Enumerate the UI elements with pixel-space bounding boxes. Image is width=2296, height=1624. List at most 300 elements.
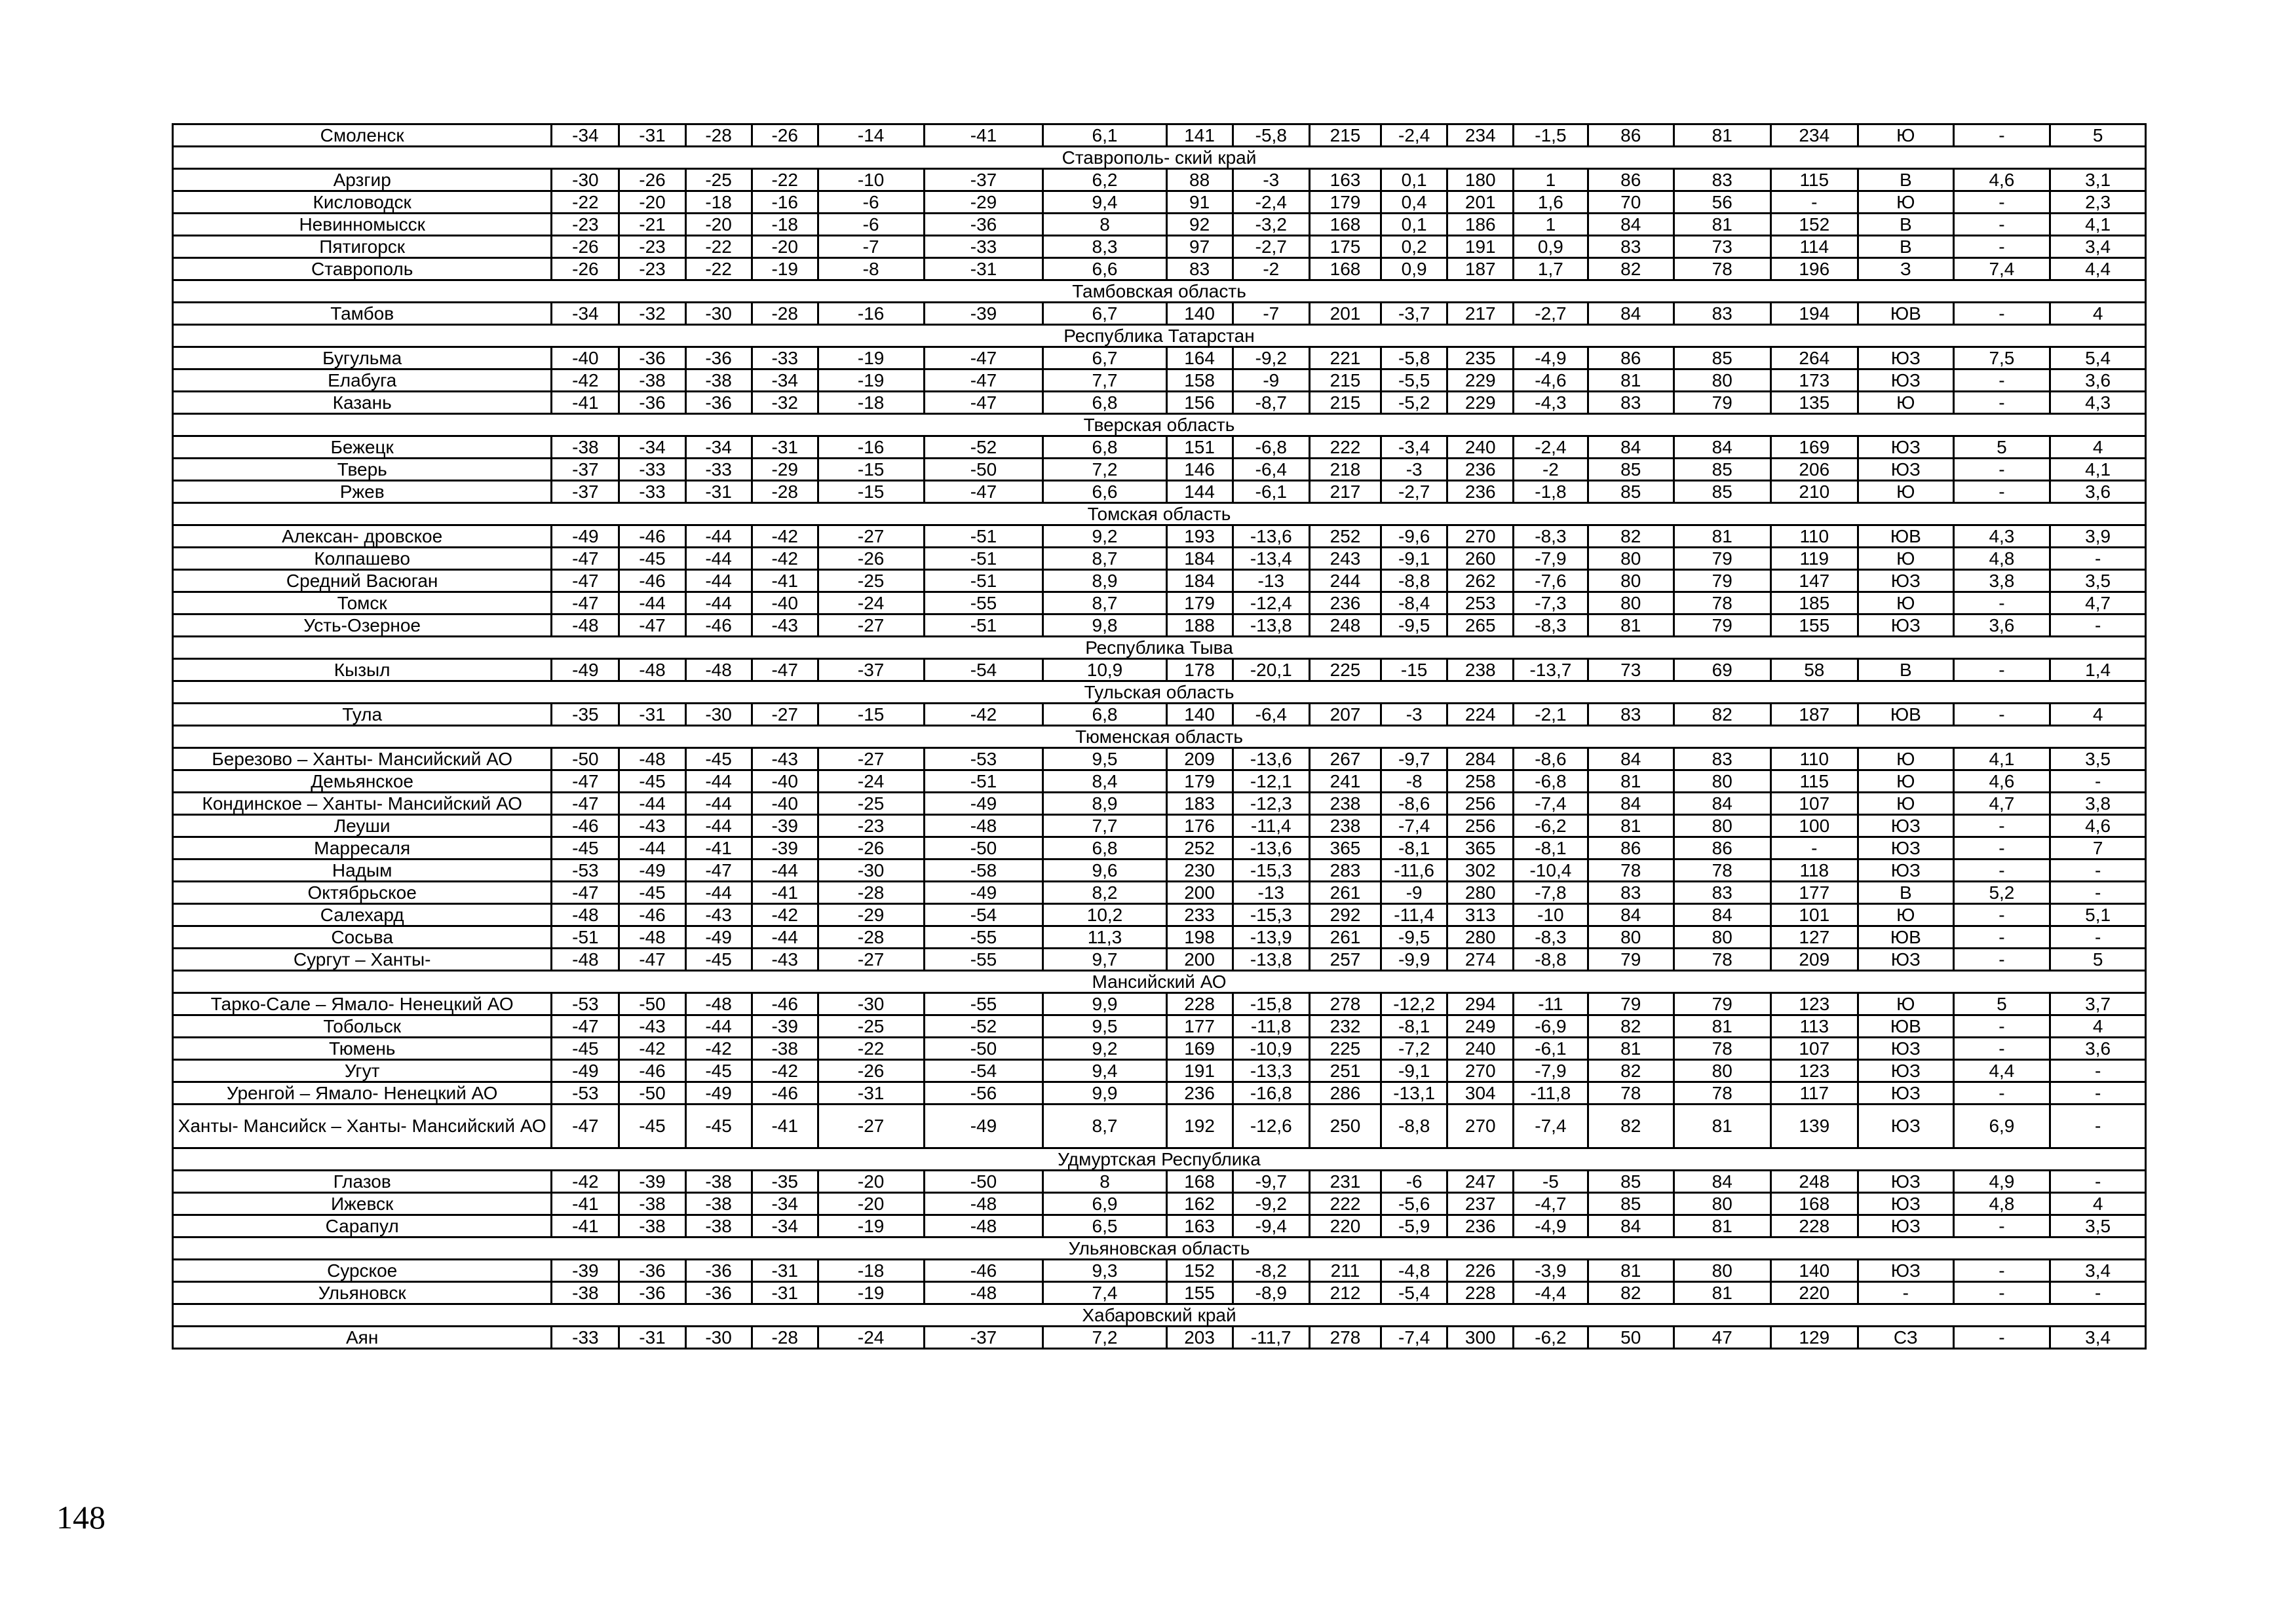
table-cell: 292 [1309, 904, 1381, 926]
table-cell: 81 [1674, 1282, 1770, 1304]
table-cell: 3,5 [2050, 570, 2146, 592]
table-cell: 151 [1166, 436, 1233, 459]
table-cell: -25 [818, 1015, 924, 1038]
table-cell: 84 [1588, 793, 1674, 815]
table-cell: 206 [1770, 459, 1858, 481]
table-cell: 3,7 [2050, 993, 2146, 1015]
table-cell: 119 [1770, 548, 1858, 570]
table-cell: -16 [818, 436, 924, 459]
table-row [173, 1060, 2146, 1082]
table-cell: 237 [1447, 1193, 1514, 1215]
table-cell: 6,5 [1043, 1215, 1166, 1237]
city-name-cell: Уренгой – Ямало- Ненецкий АО [173, 1082, 552, 1105]
city-name-cell: Ханты- Мансийск – Ханты- Мансийский АО [173, 1105, 552, 1148]
table-cell: 267 [1309, 748, 1381, 770]
table-cell: -15 [818, 459, 924, 481]
table-cell: -37 [552, 459, 619, 481]
table-cell: -26 [818, 837, 924, 859]
table-cell: -38 [685, 1215, 752, 1237]
table-cell: -20 [685, 214, 752, 236]
table-cell: -40 [752, 770, 818, 793]
table-cell: 9,2 [1043, 525, 1166, 548]
table-cell: -26 [552, 258, 619, 280]
table-cell: -31 [752, 436, 818, 459]
table-cell: ЮВ [1858, 926, 1954, 949]
table-cell: 83 [1588, 704, 1674, 726]
table-cell: - [1953, 1082, 2050, 1105]
table-row [173, 459, 2146, 481]
table-cell: 3,8 [2050, 793, 2146, 815]
table-cell: 10,2 [1043, 904, 1166, 926]
table-cell: 5,1 [2050, 904, 2146, 926]
city-name-cell: Смоленск [173, 124, 552, 147]
table-cell: 4,7 [1953, 793, 2050, 815]
table-cell: -51 [924, 525, 1043, 548]
table-cell: 180 [1447, 169, 1514, 191]
table-cell: 139 [1770, 1105, 1858, 1148]
table-cell: 234 [1770, 124, 1858, 147]
table-cell: 302 [1447, 859, 1514, 882]
table-cell: -39 [752, 1015, 818, 1038]
region-header: Удмуртская Республика [173, 1148, 2146, 1171]
table-cell: 117 [1770, 1082, 1858, 1105]
table-cell: 163 [1309, 169, 1381, 191]
table-cell: 83 [1674, 882, 1770, 904]
table-cell: 83 [1674, 748, 1770, 770]
table-cell: -51 [924, 570, 1043, 592]
table-cell: -27 [818, 949, 924, 971]
table-cell: 80 [1588, 570, 1674, 592]
table-cell: 78 [1674, 1082, 1770, 1105]
table-cell: 257 [1309, 949, 1381, 971]
table-cell: В [1858, 659, 1954, 681]
table-cell: -23 [619, 258, 685, 280]
table-cell: 294 [1447, 993, 1514, 1015]
table-cell: -2,7 [1514, 303, 1588, 325]
table-cell: -7 [818, 236, 924, 258]
table-cell: -12,6 [1233, 1105, 1309, 1148]
table-cell: 82 [1588, 1060, 1674, 1082]
city-name-cell: Алексан- дровское [173, 525, 552, 548]
table-cell: 91 [1166, 191, 1233, 214]
table-cell: -30 [685, 303, 752, 325]
table-cell: 10,9 [1043, 659, 1166, 681]
table-cell: -9 [1381, 882, 1447, 904]
table-cell: 179 [1166, 770, 1233, 793]
table-cell: 229 [1447, 392, 1514, 414]
table-cell: В [1858, 882, 1954, 904]
table-cell: -2,7 [1233, 236, 1309, 258]
table-cell: - [1953, 904, 2050, 926]
region-header: Тверская область [173, 414, 2146, 436]
table-cell: ЮЗ [1858, 459, 1954, 481]
table-cell: 247 [1447, 1171, 1514, 1193]
table-cell: В [1858, 236, 1954, 258]
table-cell: 85 [1674, 347, 1770, 369]
table-cell: -46 [752, 1082, 818, 1105]
table-cell: 0,1 [1381, 169, 1447, 191]
table-cell: -38 [619, 369, 685, 392]
region-header-row [173, 147, 2146, 169]
table-cell: -7,4 [1514, 1105, 1588, 1148]
table-row [173, 859, 2146, 882]
table-row [173, 1105, 2146, 1148]
table-cell: - [2050, 1082, 2146, 1105]
table-cell: -9,5 [1381, 926, 1447, 949]
table-cell: 262 [1447, 570, 1514, 592]
table-cell: -32 [752, 392, 818, 414]
table-cell: 4,4 [2050, 258, 2146, 280]
table-cell: -15 [818, 704, 924, 726]
table-cell: -6,4 [1233, 459, 1309, 481]
table-cell: -48 [619, 659, 685, 681]
city-name-cell: Угут [173, 1060, 552, 1082]
table-cell: 221 [1309, 347, 1381, 369]
table-cell: -4,7 [1514, 1193, 1588, 1215]
table-cell: -9,1 [1381, 1060, 1447, 1082]
table-cell: 9,7 [1043, 949, 1166, 971]
city-name-cell: Салехард [173, 904, 552, 926]
table-cell: 5 [2050, 124, 2146, 147]
region-header-row [173, 681, 2146, 704]
table-cell: -34 [685, 436, 752, 459]
city-name-cell: Сурское [173, 1260, 552, 1282]
table-cell: 212 [1309, 1282, 1381, 1304]
table-cell: 83 [1674, 303, 1770, 325]
table-cell: -48 [685, 659, 752, 681]
table-cell: 240 [1447, 436, 1514, 459]
table-cell: 220 [1770, 1282, 1858, 1304]
table-cell: 1,4 [2050, 659, 2146, 681]
table-cell: 6,6 [1043, 258, 1166, 280]
table-cell: -11,4 [1233, 815, 1309, 837]
table-cell: 83 [1588, 236, 1674, 258]
table-cell: 80 [1674, 926, 1770, 949]
table-cell: 4,4 [1953, 1060, 2050, 1082]
table-cell: 164 [1166, 347, 1233, 369]
table-cell: -10,9 [1233, 1038, 1309, 1060]
city-name-cell: Тарко-Сале – Ямало- Ненецкий АО [173, 993, 552, 1015]
table-cell: 79 [1674, 392, 1770, 414]
table-cell: 226 [1447, 1260, 1514, 1282]
table-cell: -34 [752, 1193, 818, 1215]
table-cell: 184 [1166, 570, 1233, 592]
table-cell: 215 [1309, 124, 1381, 147]
table-cell: -7,9 [1514, 548, 1588, 570]
table-cell: 191 [1166, 1060, 1233, 1082]
table-cell: 83 [1588, 882, 1674, 904]
table-cell: 210 [1770, 481, 1858, 503]
table-cell: ЮЗ [1858, 1038, 1954, 1060]
table-cell: -7,4 [1381, 1327, 1447, 1349]
region-header-row [173, 637, 2146, 659]
table-cell: -56 [924, 1082, 1043, 1105]
table-cell: 84 [1588, 436, 1674, 459]
table-cell: 280 [1447, 926, 1514, 949]
table-cell: -50 [619, 993, 685, 1015]
table-cell: -54 [924, 1060, 1043, 1082]
table-cell: -29 [818, 904, 924, 926]
city-name-cell: Тула [173, 704, 552, 726]
table-cell: -28 [818, 926, 924, 949]
table-cell: 236 [1309, 592, 1381, 614]
table-cell: 265 [1447, 614, 1514, 637]
table-cell: -27 [818, 525, 924, 548]
table-cell: 0,2 [1381, 236, 1447, 258]
table-cell: 238 [1447, 659, 1514, 681]
table-cell: 110 [1770, 748, 1858, 770]
table-cell: ЮЗ [1858, 837, 1954, 859]
table-cell: ЮЗ [1858, 1105, 1954, 1148]
table-cell: -11,8 [1514, 1082, 1588, 1105]
table-cell: -8,8 [1381, 1105, 1447, 1148]
table-cell: 4,1 [2050, 214, 2146, 236]
table-cell: 177 [1166, 1015, 1233, 1038]
table-cell: -45 [685, 949, 752, 971]
table-cell: 79 [1674, 570, 1770, 592]
table-cell: 215 [1309, 392, 1381, 414]
table-cell: -14 [818, 124, 924, 147]
table-cell: 222 [1309, 436, 1381, 459]
table-cell: -51 [552, 926, 619, 949]
table-cell: - [1953, 191, 2050, 214]
table-cell: -27 [818, 1105, 924, 1148]
table-cell: 80 [1674, 1260, 1770, 1282]
table-cell: 85 [1674, 481, 1770, 503]
table-cell: 79 [1588, 993, 1674, 1015]
table-cell: -42 [752, 1060, 818, 1082]
table-row [173, 124, 2146, 147]
table-cell: -41 [552, 1215, 619, 1237]
table-cell: 0,9 [1381, 258, 1447, 280]
table-cell: -9,7 [1233, 1171, 1309, 1193]
table-cell: 313 [1447, 904, 1514, 926]
city-name-cell: Тамбов [173, 303, 552, 325]
table-cell: 86 [1674, 837, 1770, 859]
table-cell: 80 [1674, 815, 1770, 837]
table-cell: -54 [924, 659, 1043, 681]
table-cell: 100 [1770, 815, 1858, 837]
table-cell: -2,4 [1233, 191, 1309, 214]
table-cell: ЮВ [1858, 704, 1954, 726]
table-cell: -48 [552, 949, 619, 971]
table-cell: -13,1 [1381, 1082, 1447, 1105]
table-cell: -12,3 [1233, 793, 1309, 815]
table-cell: -28 [752, 481, 818, 503]
table-cell: 3,1 [2050, 169, 2146, 191]
table-cell: -9,2 [1233, 347, 1309, 369]
region-header-row [173, 1148, 2146, 1171]
table-row [173, 1082, 2146, 1105]
table-cell: - [1953, 592, 2050, 614]
table-cell: -41 [752, 882, 818, 904]
table-row [173, 815, 2146, 837]
table-cell: 107 [1770, 793, 1858, 815]
table-cell: -51 [924, 614, 1043, 637]
table-cell: 264 [1770, 347, 1858, 369]
region-header: Томская область [173, 503, 2146, 525]
table-row [173, 392, 2146, 414]
table-cell: 211 [1309, 1260, 1381, 1282]
table-cell: -7,2 [1381, 1038, 1447, 1060]
table-cell: 249 [1447, 1015, 1514, 1038]
table-cell: 238 [1309, 793, 1381, 815]
table-cell: 81 [1588, 815, 1674, 837]
table-cell: -45 [619, 1105, 685, 1148]
city-name-cell: Леуши [173, 815, 552, 837]
table-cell: -44 [685, 570, 752, 592]
table-cell: -34 [619, 436, 685, 459]
table-cell: -47 [552, 1015, 619, 1038]
city-name-cell: Сосьва [173, 926, 552, 949]
table-cell: 80 [1588, 592, 1674, 614]
table-cell: -47 [552, 1105, 619, 1148]
table-cell: 6,8 [1043, 392, 1166, 414]
region-header-row [173, 971, 2146, 993]
table-cell: ЮЗ [1858, 1082, 1954, 1105]
table-cell: -48 [552, 614, 619, 637]
table-cell: 218 [1309, 459, 1381, 481]
table-cell: 84 [1588, 904, 1674, 926]
table-cell: 140 [1166, 303, 1233, 325]
table-cell: 200 [1166, 882, 1233, 904]
table-cell: -26 [818, 548, 924, 570]
table-cell: -51 [924, 548, 1043, 570]
table-cell: -5,4 [1381, 1282, 1447, 1304]
table-cell: 187 [1447, 258, 1514, 280]
table-cell: -6,9 [1514, 1015, 1588, 1038]
table-cell: -43 [619, 1015, 685, 1038]
table-cell: -27 [752, 704, 818, 726]
table-cell: 5,4 [2050, 347, 2146, 369]
table-cell: -7,8 [1514, 882, 1588, 904]
table-cell: ЮВ [1858, 303, 1954, 325]
table-cell: -15,3 [1233, 859, 1309, 882]
table-cell: - [1953, 949, 2050, 971]
table-cell: 236 [1166, 1082, 1233, 1105]
table-cell: -55 [924, 993, 1043, 1015]
table-cell: -26 [552, 236, 619, 258]
table-cell: Ю [1858, 592, 1954, 614]
region-header-row [173, 503, 2146, 525]
table-cell: -50 [619, 1082, 685, 1105]
table-cell: 82 [1588, 1282, 1674, 1304]
table-row [173, 436, 2146, 459]
table-cell: 3,4 [2050, 1327, 2146, 1349]
table-cell: -50 [924, 459, 1043, 481]
table-cell: -6,2 [1514, 815, 1588, 837]
table-cell: -20 [818, 1193, 924, 1215]
table-row [173, 1260, 2146, 1282]
table-cell: -3,2 [1233, 214, 1309, 236]
table-cell: 1 [1514, 214, 1588, 236]
table-cell: 243 [1309, 548, 1381, 570]
table-cell: 169 [1770, 436, 1858, 459]
table-cell: -9,5 [1381, 614, 1447, 637]
table-cell: 86 [1588, 169, 1674, 191]
table-cell: - [2050, 614, 2146, 637]
table-cell: 233 [1166, 904, 1233, 926]
table-cell: В [1858, 169, 1954, 191]
table-cell: -46 [619, 1060, 685, 1082]
table-cell: -46 [924, 1260, 1043, 1282]
table-cell: -51 [924, 770, 1043, 793]
table-cell: -28 [818, 882, 924, 904]
table-cell: -53 [924, 748, 1043, 770]
table-cell: 278 [1309, 993, 1381, 1015]
table-cell: -25 [818, 793, 924, 815]
table-cell: -36 [685, 1282, 752, 1304]
table-cell: 9,2 [1043, 1038, 1166, 1060]
table-cell: 84 [1588, 1215, 1674, 1237]
table-cell: 86 [1588, 837, 1674, 859]
table-cell: -47 [685, 859, 752, 882]
table-cell: - [1953, 926, 2050, 949]
table-cell: 86 [1588, 347, 1674, 369]
table-cell: 244 [1309, 570, 1381, 592]
table-cell: 115 [1770, 169, 1858, 191]
table-cell: - [1953, 214, 2050, 236]
table-cell: -31 [818, 1082, 924, 1105]
table-cell: 252 [1166, 837, 1233, 859]
table-cell: 7,2 [1043, 1327, 1166, 1349]
table-row [173, 993, 2146, 1015]
table-cell: -8,1 [1381, 837, 1447, 859]
table-cell: - [1953, 1038, 2050, 1060]
table-cell: 179 [1166, 592, 1233, 614]
region-header: Тамбовская область [173, 280, 2146, 303]
table-cell: -42 [924, 704, 1043, 726]
table-cell: 78 [1674, 1038, 1770, 1060]
table-cell: 9,9 [1043, 993, 1166, 1015]
table-cell: 4,6 [2050, 815, 2146, 837]
table-cell: -32 [619, 303, 685, 325]
table-cell: 88 [1166, 169, 1233, 191]
table-cell: -43 [685, 904, 752, 926]
city-name-cell: Бежецк [173, 436, 552, 459]
table-cell: 6,7 [1043, 347, 1166, 369]
city-name-cell: Демьянское [173, 770, 552, 793]
table-cell: 79 [1674, 548, 1770, 570]
table-cell: -44 [685, 815, 752, 837]
table-cell: 6,1 [1043, 124, 1166, 147]
table-cell: -4,6 [1514, 369, 1588, 392]
table-cell: 163 [1166, 1215, 1233, 1237]
table-cell: 2,3 [2050, 191, 2146, 214]
table-cell: 9,9 [1043, 1082, 1166, 1105]
table-cell: -52 [924, 1015, 1043, 1038]
table-cell: ЮЗ [1858, 1260, 1954, 1282]
table-cell: -8,6 [1381, 793, 1447, 815]
table-cell: -38 [752, 1038, 818, 1060]
table-cell: -9,1 [1381, 548, 1447, 570]
table-cell: - [1953, 481, 2050, 503]
table-cell: -38 [619, 1193, 685, 1215]
table-row [173, 882, 2146, 904]
table-cell: -50 [924, 837, 1043, 859]
table-cell: -33 [685, 459, 752, 481]
table-cell: -2,4 [1514, 436, 1588, 459]
table-cell: 300 [1447, 1327, 1514, 1349]
table-cell: - [2050, 548, 2146, 570]
table-cell: -6,1 [1514, 1038, 1588, 1060]
table-cell: 188 [1166, 614, 1233, 637]
table-cell: 270 [1447, 525, 1514, 548]
table-row [173, 1015, 2146, 1038]
table-cell: 8,2 [1043, 882, 1166, 904]
table-row [173, 169, 2146, 191]
table-cell: 79 [1588, 949, 1674, 971]
